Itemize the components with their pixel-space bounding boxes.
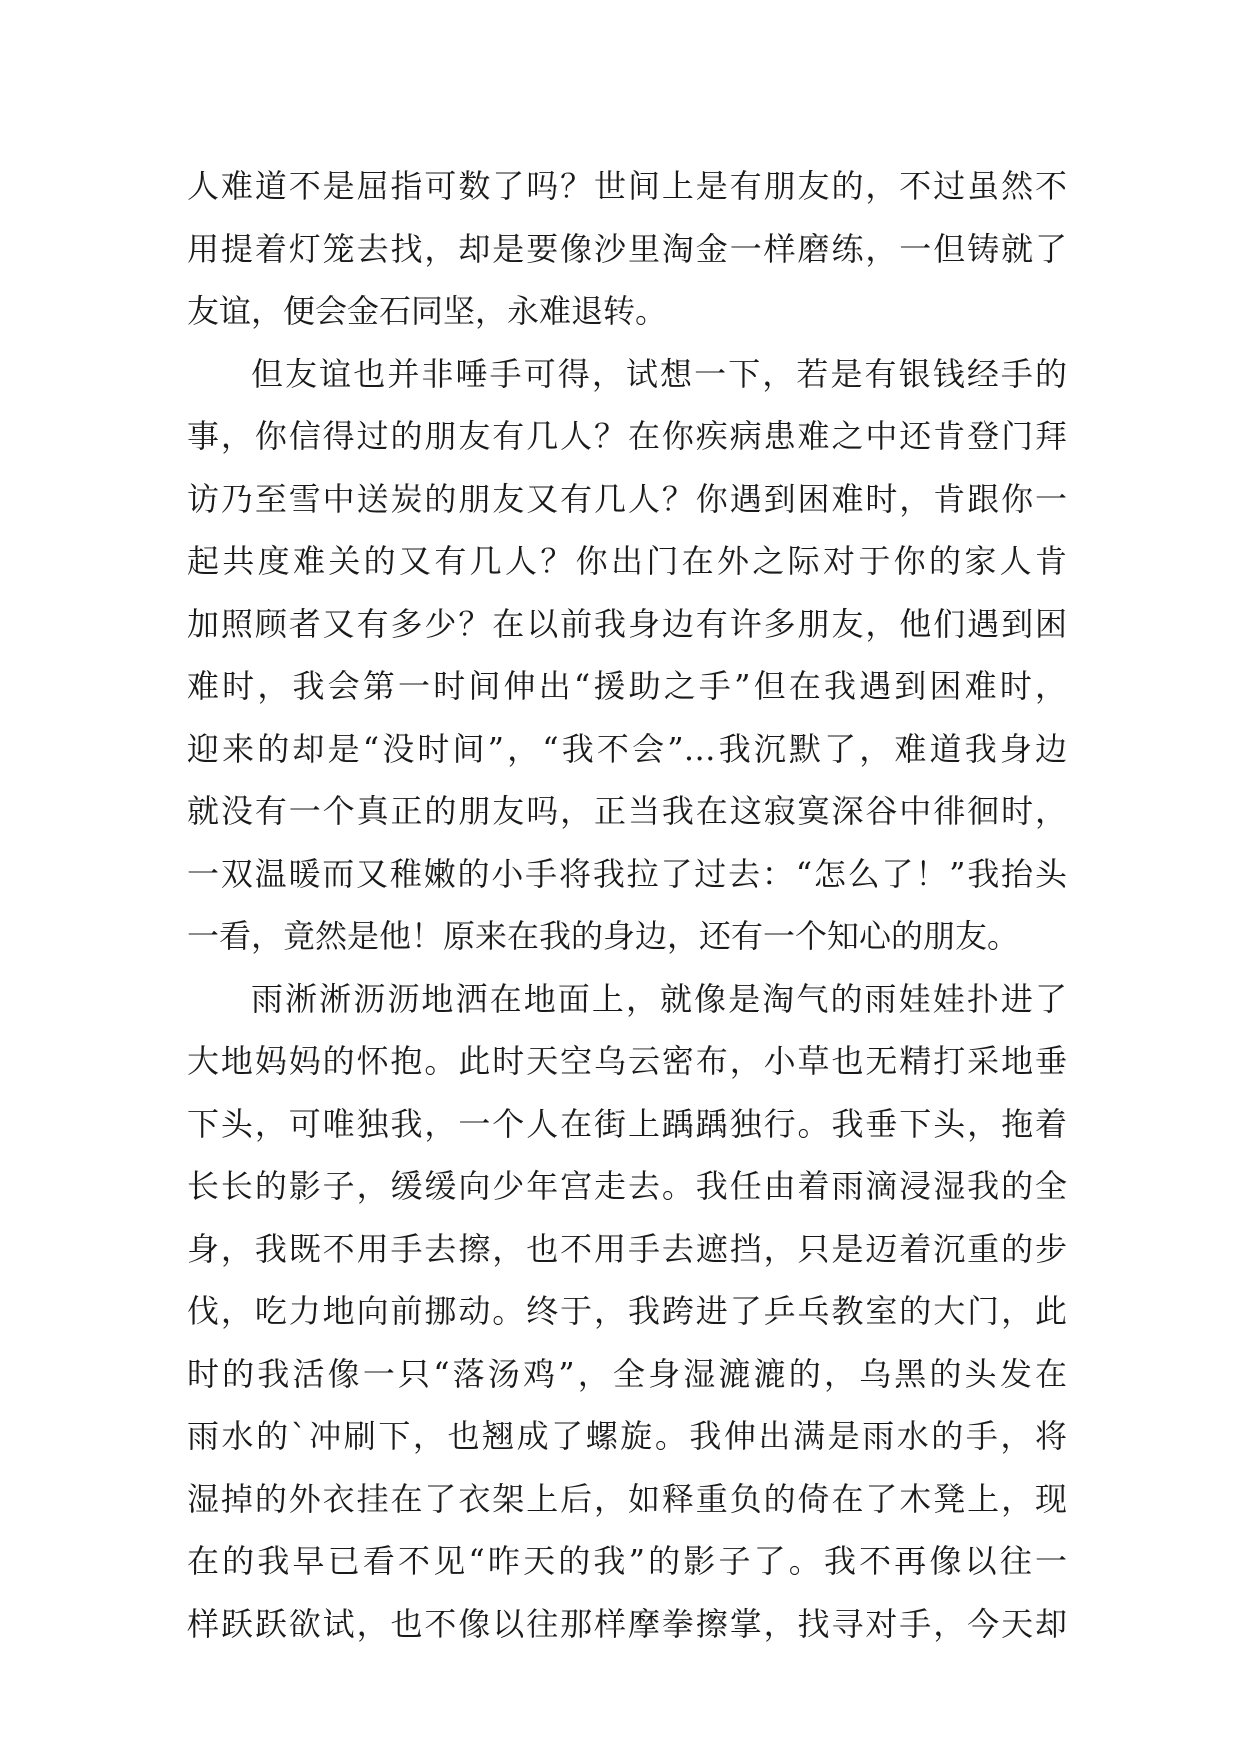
text-line: 难时，我会第一时间伸出“援助之手”但在我遇到困难时，: [187, 667, 1067, 705]
text-line: 湿掉的外衣挂在了衣架上后，如释重负的倚在了木凳上，现: [187, 1479, 1067, 1518]
text-line: 起共度难关的又有几人？你出门在外之际对于你的家人肯: [187, 542, 1067, 580]
text-line: 时的我活像一只“落汤鸡”，全身湿漉漉的，乌黑的头发在: [187, 1354, 1067, 1393]
text-line: 长长的影子，缓缓向少年宫走去。我任由着雨滴浸湿我的全: [187, 1167, 1067, 1205]
text-line: 伐，吃力地向前挪动。终于，我跨进了乒乓教室的大门，此: [187, 1292, 1067, 1330]
body-text: [187, 155, 1067, 1655]
text-line: 雨水的`冲刷下，也翘成了螺旋。我伸出满是雨水的手，将: [187, 1417, 1067, 1455]
text-line: 大地妈妈的怀抱。此时天空乌云密布，小草也无精打采地垂: [187, 1042, 1067, 1080]
text-line: 在的我早已看不见“昨天的我”的影子了。我不再像以往一: [187, 1542, 1067, 1580]
text-line: 身，我既不用手去擦，也不用手去遮挡，只是迈着沉重的步: [187, 1229, 1067, 1268]
paragraph-first-line: 但友谊也并非唾手可得，试想一下，若是有银钱经手的: [251, 354, 1067, 393]
text-line: 迎来的却是“没时间”，“我不会”…我沉默了，难道我身边: [187, 729, 1067, 768]
text-line: 用提着灯笼去找，却是要像沙里淘金一样磨练，一但铸就了: [187, 229, 1067, 268]
text-line: 访乃至雪中送炭的朋友又有几人？你遇到困难时，肯跟你一: [187, 479, 1067, 518]
text-line: 一双温暖而又稚嫩的小手将我拉了过去：“怎么了！”我抬头: [187, 854, 1067, 893]
text-line: 就没有一个真正的朋友吗，正当我在这寂寞深谷中徘徊时，: [187, 792, 1067, 830]
text-line: 加照顾者又有多少？在以前我身边有许多朋友，他们遇到困: [187, 604, 1067, 643]
text-line: 事，你信得过的朋友有几人？在你疾病患难之中还肯登门拜: [187, 417, 1067, 455]
text-line: 一看，竟然是他！原来在我的身边，还有一个知心的朋友。: [187, 917, 1020, 955]
paragraph-first-line: 雨淅淅沥沥地洒在地面上，就像是淘气的雨娃娃扑进了: [251, 979, 1067, 1018]
text-line: 样跃跃欲试，也不像以往那样摩拳擦掌，找寻对手，今天却: [187, 1604, 1067, 1643]
text-line: 下头，可唯独我，一个人在街上踽踽独行。我垂下头，拖着: [187, 1104, 1067, 1143]
text-line: 友谊，便会金石同坚，永难退转。: [187, 292, 668, 330]
text-line: 人难道不是屈指可数了吗？世间上是有朋友的，不过虽然不: [187, 167, 1067, 205]
